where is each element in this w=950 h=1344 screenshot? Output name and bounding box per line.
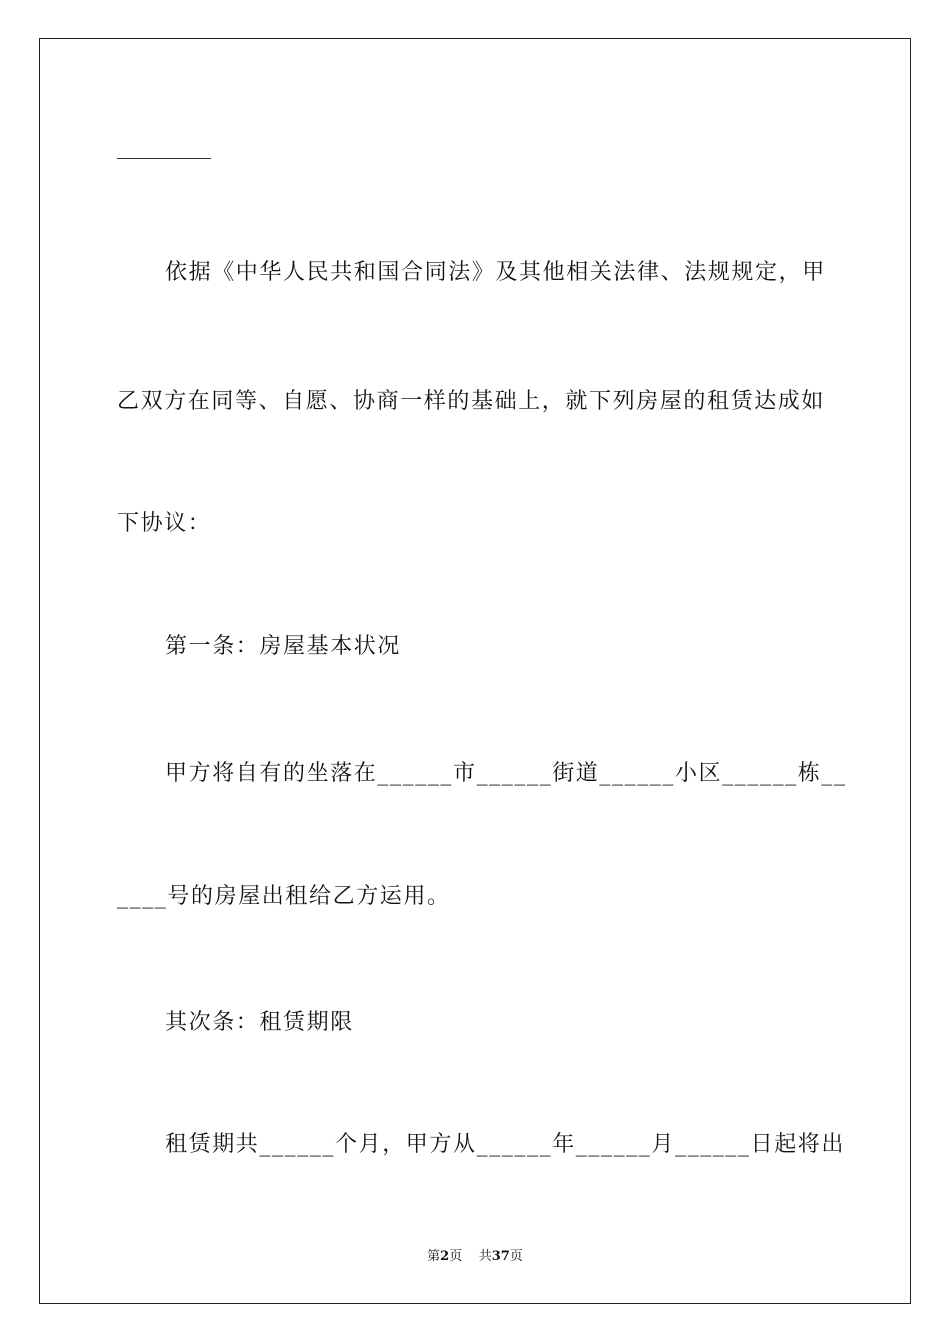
section-heading-1: 第一条：房屋基本状况: [165, 634, 402, 659]
footer-total-suffix: 页: [509, 1249, 523, 1264]
paragraph-line-4: 甲方将自有的坐落在______市______街道______小区______栋__: [165, 761, 847, 786]
page-footer: [0, 1248, 950, 1266]
paragraph-line-5: ____号的房屋出租给乙方运用。: [117, 884, 451, 909]
blank-underline: [117, 158, 211, 159]
footer-total-prefix: 共: [478, 1249, 492, 1264]
footer-total-pages: 37: [491, 1249, 510, 1264]
page-border: [39, 38, 911, 1304]
paragraph-line-6: 租赁期共______个月，甲方从______年______月______日起将出: [165, 1132, 846, 1157]
footer-page-number: 2: [440, 1249, 450, 1264]
footer-page-prefix: 第: [427, 1249, 441, 1264]
paragraph-line-2: 乙双方在同等、自愿、协商一样的基础上，就下列房屋的租赁达成如: [117, 389, 826, 414]
paragraph-line-3: 下协议：: [117, 511, 212, 536]
section-heading-2: 其次条：租赁期限: [165, 1010, 354, 1035]
footer-page-suffix: 页: [449, 1249, 463, 1264]
paragraph-line-1: 依据《中华人民共和国合同法》及其他相关法律、法规规定，甲: [165, 260, 826, 285]
